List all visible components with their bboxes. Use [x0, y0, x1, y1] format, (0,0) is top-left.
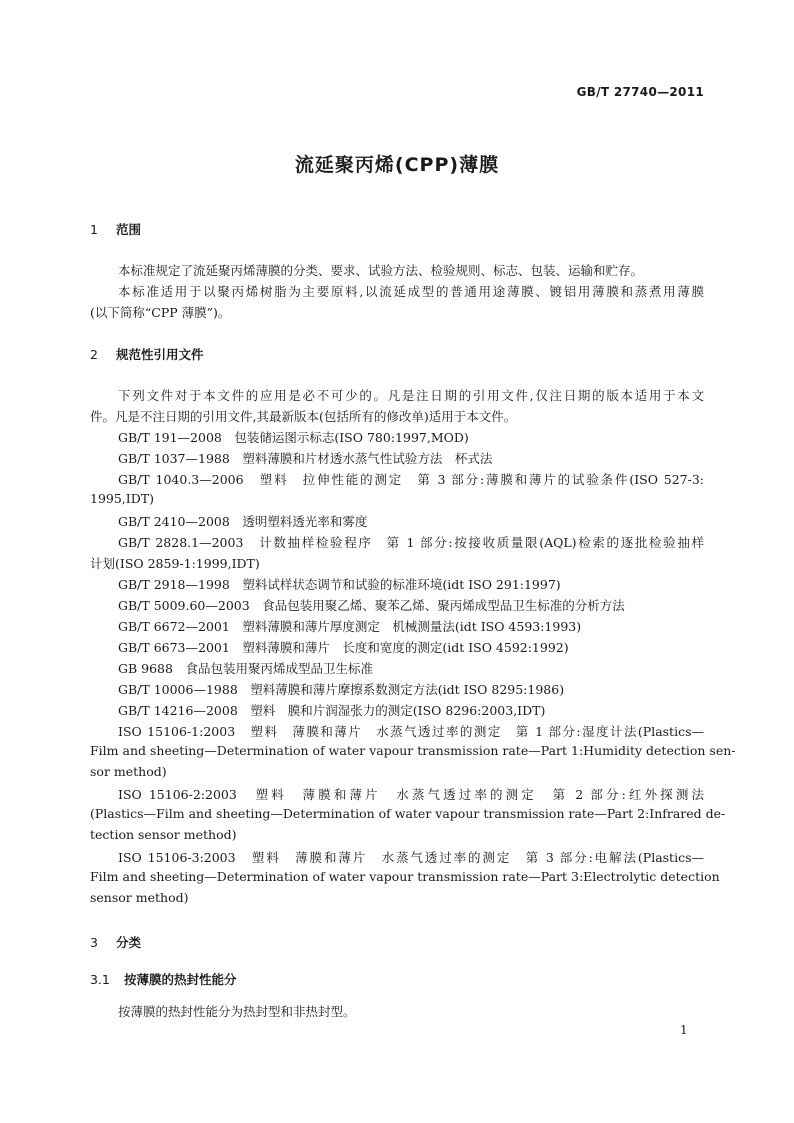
reference-item-continuation: sensor method)	[90, 890, 189, 905]
paragraph-line: 本标准规定了流延聚丙烯薄膜的分类、要求、试验方法、检验规则、标志、包装、运输和贮存。	[118, 263, 644, 278]
reference-item: GB/T 1037—1988 塑料薄膜和片材透水蒸气性试验方法 杯式法	[118, 451, 493, 466]
section-title: 分类	[116, 935, 142, 950]
subsection-heading-3-1	[90, 970, 237, 988]
reference-item-continuation: Film and sheeting—Determination of water vapour transmission rate—Part 3:Electrolytic detection	[90, 869, 720, 884]
reference-item-continuation: 计划(ISO 2859-1:1999,IDT)	[90, 556, 260, 571]
reference-item-continuation: tection sensor method)	[90, 827, 237, 842]
paragraph-line: 件。凡是不注日期的引用文件,其最新版本(包括所有的修改单)适用于本文件。	[90, 409, 517, 424]
reference-item: GB/T 6673—2001 塑料薄膜和薄片 长度和宽度的测定(idt ISO 4592:1992)	[118, 640, 569, 655]
reference-item-continuation: 1995,IDT)	[90, 491, 154, 506]
subsection-number: 3.1	[90, 972, 110, 987]
document-title: 流延聚丙烯(CPP)薄膜	[294, 154, 500, 176]
page-number: 1	[680, 1023, 688, 1037]
section-number: 3	[90, 935, 98, 950]
section-title: 规范性引用文件	[116, 347, 204, 362]
section-heading-3	[90, 933, 141, 951]
reference-item: GB/T 5009.60—2003 食品包装用聚乙烯、聚苯乙烯、聚丙烯成型品卫生标准的分析方法	[118, 598, 625, 613]
reference-item: GB/T 191—2008 包装储运图示标志(ISO 780:1997,MOD)	[118, 430, 469, 445]
section-title: 范围	[116, 222, 142, 237]
reference-item: GB/T 14216—2008 塑料 膜和片润湿张力的测定(ISO 8296:2003,IDT)	[118, 703, 546, 718]
reference-item: GB 9688 食品包装用聚丙烯成型品卫生标准	[118, 661, 373, 676]
section-heading-2	[90, 345, 204, 363]
reference-item: GB/T 2828.1—2003 计数抽样检验程序 第 1 部分:按接收质量限(AQL)检索的逐批检验抽样	[118, 535, 704, 550]
standard-number: GB/T 27740—2011	[576, 85, 704, 99]
reference-item: GB/T 2918—1998 塑料试样状态调节和试验的标准环境(idt ISO 291:1997)	[118, 577, 561, 592]
reference-item: ISO 15106-2:2003 塑料 薄膜和薄片 水蒸气透过率的测定 第 2 部分:红外探测法	[118, 787, 704, 802]
reference-item-continuation: sor method)	[90, 764, 167, 779]
section-number: 1	[90, 222, 98, 237]
reference-item: GB/T 10006—1988 塑料薄膜和薄片摩擦系数测定方法(idt ISO 8295:1986)	[118, 682, 565, 697]
reference-item-continuation: Film and sheeting—Determination of water vapour transmission rate—Part 1:Humidity detection sen-	[90, 743, 736, 758]
reference-item: GB/T 2410—2008 透明塑料透光率和雾度	[118, 514, 368, 529]
reference-item-continuation: (Plastics—Film and sheeting—Determination of water vapour transmission rate—Part 2:Infrared de-	[90, 806, 726, 821]
subsection-title: 按薄膜的热封性能分	[124, 972, 237, 987]
paragraph-line: 下列文件对于本文件的应用是必不可少的。凡是注日期的引用文件,仅注日期的版本适用于本文	[118, 388, 704, 403]
reference-item: GB/T 6672—2001 塑料薄膜和薄片厚度测定 机械测量法(idt ISO 4593:1993)	[118, 619, 582, 634]
paragraph-line: 按薄膜的热封性能分为热封型和非热封型。	[118, 1004, 356, 1019]
section-number: 2	[90, 347, 98, 362]
reference-item: ISO 15106-1:2003 塑料 薄膜和薄片 水蒸气透过率的测定 第 1 部分:湿度计法(Plastics—	[118, 724, 704, 739]
section-heading-1	[90, 220, 141, 238]
paragraph-line: (以下简称“CPP 薄膜”)。	[90, 305, 231, 320]
reference-item: GB/T 1040.3—2006 塑料 拉伸性能的测定 第 3 部分:薄膜和薄片的试验条件(ISO 527-3:	[118, 472, 704, 487]
reference-item: ISO 15106-3:2003 塑料 薄膜和薄片 水蒸气透过率的测定 第 3 部分:电解法(Plastics—	[118, 850, 704, 865]
paragraph-line: 本标准适用于以聚丙烯树脂为主要原料,以流延成型的普通用途薄膜、镀铝用薄膜和蒸煮用薄膜	[118, 284, 704, 299]
